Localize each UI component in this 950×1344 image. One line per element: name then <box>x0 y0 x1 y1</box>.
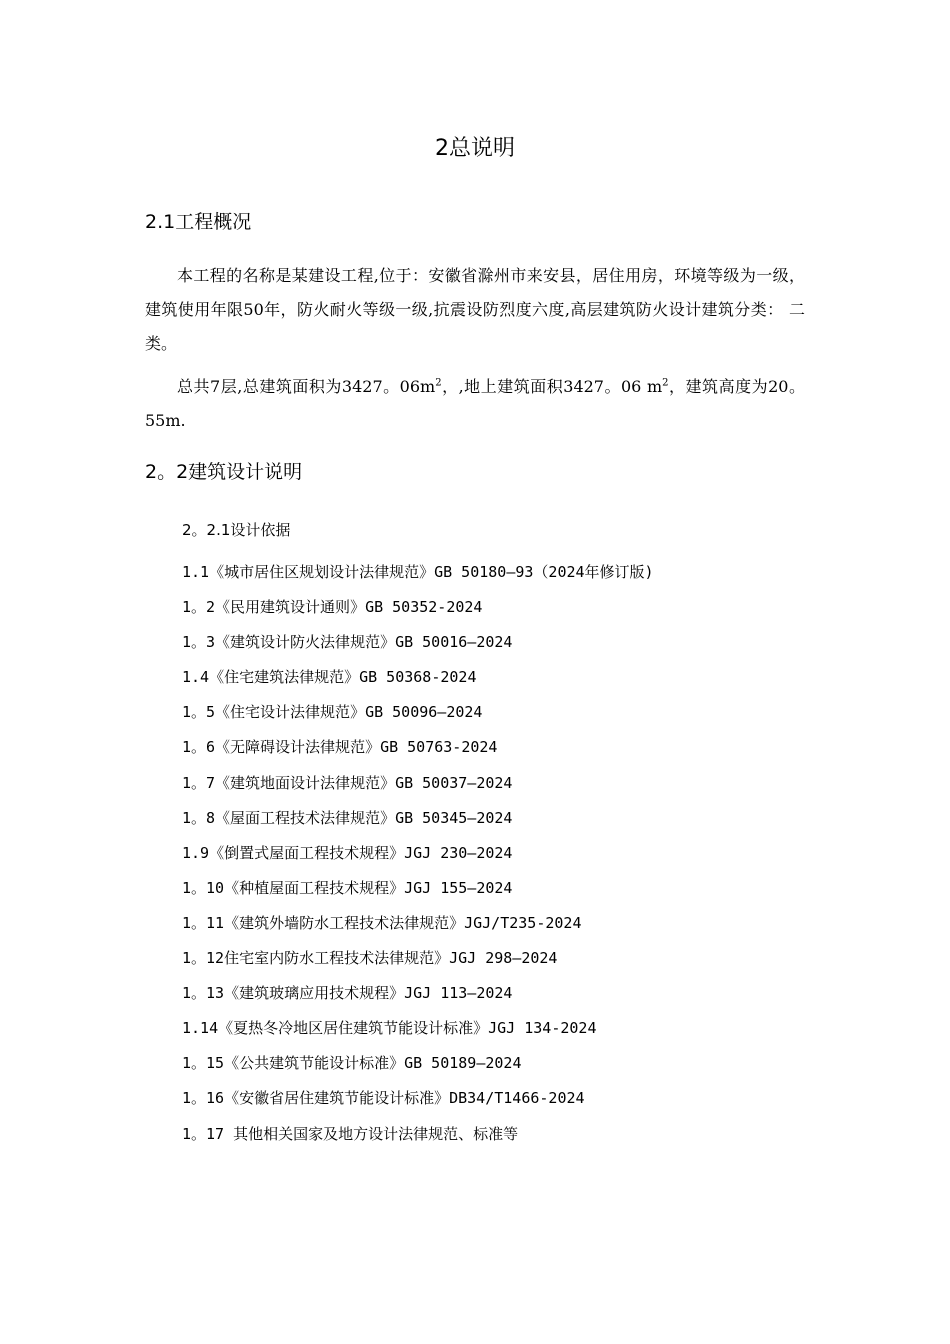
reference-list <box>182 557 654 1154</box>
area-text-a: 总共7层,总建筑面积为3427。06m <box>177 377 436 396</box>
superscript-1: 2 <box>435 377 442 389</box>
reference-item: 1。11《建筑外墙防水工程技术法律规范》JGJ/T235-2024 <box>182 913 582 932</box>
superscript-2: 2 <box>662 377 669 389</box>
area-text-c: ，建筑高度为20。55m. <box>145 377 805 430</box>
area-text-b: ，,地上建筑面积3427。06 m <box>441 377 663 396</box>
reference-item: 1。15《公共建筑节能设计标准》GB 50189—2024 <box>182 1054 522 1073</box>
reference-item: 1。3《建筑设计防火法律规范》GB 50016—2024 <box>182 633 513 652</box>
subsection-heading-basis: 2。2.1设计依据 <box>182 521 291 539</box>
reference-item: 1.1《城市居住区规划设计法律规范》GB 50180—93（2024年修订版) <box>182 563 654 581</box>
reference-item: 1。2《民用建筑设计通则》GB 50352-2024 <box>182 598 483 617</box>
section-heading-overview: 2.1工程概况 <box>145 211 252 233</box>
reference-item: 1。10《种植屋面工程技术规程》JGJ 155—2024 <box>182 878 513 897</box>
reference-item: 1。5《住宅设计法律规范》GB 50096—2024 <box>182 703 483 722</box>
reference-item: 1。7《建筑地面设计法律规范》GB 50037—2024 <box>182 773 513 792</box>
overview-paragraph: 本工程的名称是某建设工程,位于：安徽省滁州市来安县，居住用房，环境等级为一级，建筑使用年限50年，防火耐火等级一级,抗震设防烈度六度,高层建筑防火设计建筑分类： 二类。 <box>145 266 805 353</box>
reference-item: 1.4《住宅建筑法律规范》GB 50368-2024 <box>182 668 477 687</box>
reference-item: 1。8《屋面工程技术法律规范》GB 50345—2024 <box>182 808 513 827</box>
reference-item: 1。16《安徽省居住建筑节能设计标准》DB34/T1466-2024 <box>182 1089 585 1108</box>
page-title: 2总说明 <box>435 136 515 161</box>
reference-item: 1。6《无障碍设计法律规范》GB 50763-2024 <box>182 738 498 757</box>
section-heading-design: 2。2建筑设计说明 <box>145 461 303 483</box>
reference-item: 1.14《夏热冬冷地区居住建筑节能设计标准》JGJ 134-2024 <box>182 1019 597 1038</box>
reference-item: 1。17 其他相关国家及地方设计法律规范、标准等 <box>182 1124 519 1143</box>
reference-item: 1。12住宅室内防水工程技术法律规范》JGJ 298—2024 <box>182 949 558 968</box>
reference-item: 1.9《倒置式屋面工程技术规程》JGJ 230—2024 <box>182 843 513 862</box>
area-paragraph <box>145 370 805 438</box>
reference-item: 1。13《建筑玻璃应用技术规程》JGJ 113—2024 <box>182 984 513 1003</box>
